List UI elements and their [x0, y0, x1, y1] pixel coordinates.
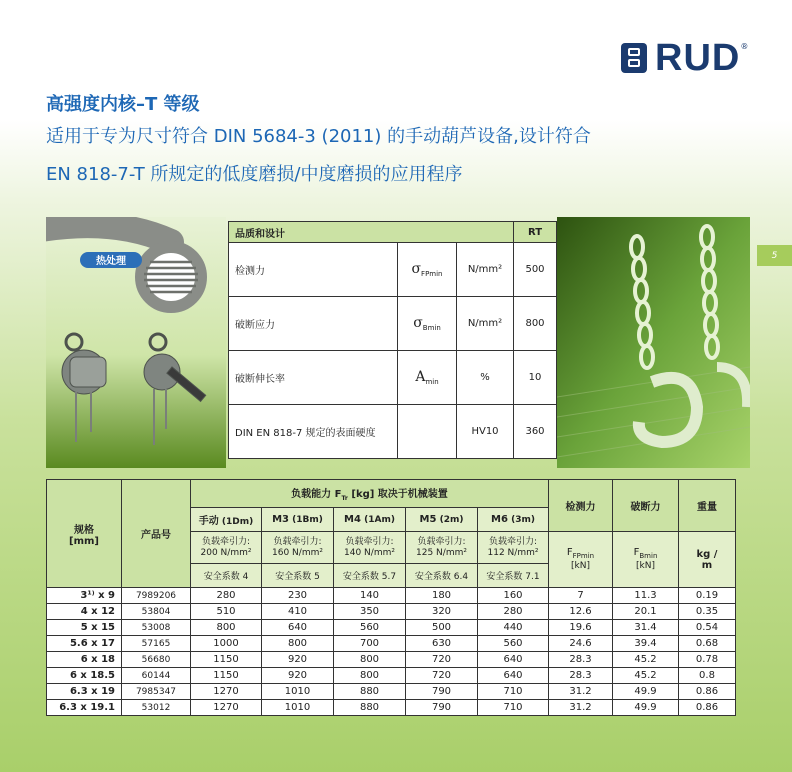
capacity-cell: 920: [262, 652, 334, 668]
capacity-cell: 800: [334, 652, 406, 668]
size-cell: 3¹⁾ x 9: [47, 588, 122, 604]
size-cell: 5 x 15: [47, 620, 122, 636]
heat-treatment-label: 热处理: [96, 256, 126, 267]
quality-row-label: 检测力: [229, 243, 398, 297]
load-stress: 负载牵引力: 112 N/mm²: [478, 532, 549, 564]
quality-row-unit: N/mm²: [457, 297, 514, 351]
capacity-cell: 160: [478, 588, 549, 604]
breaking-force-cell: 31.4: [613, 620, 679, 636]
quality-row: [229, 297, 557, 351]
capacity-cell: 440: [478, 620, 549, 636]
quality-row-label: 破断应力: [229, 297, 398, 351]
capacity-cell: 800: [191, 620, 262, 636]
capacity-cell: 700: [334, 636, 406, 652]
size-cell: 4 x 12: [47, 604, 122, 620]
weight-cell: 0.86: [679, 700, 736, 716]
capacity-cell: 350: [334, 604, 406, 620]
capacity-cell: 280: [478, 604, 549, 620]
size-cell: 6.3 x 19.1: [47, 700, 122, 716]
part-number-cell: 53012: [122, 700, 191, 716]
capacity-cell: 720: [406, 652, 478, 668]
capacity-cell: 1150: [191, 668, 262, 684]
capacity-cell: 180: [406, 588, 478, 604]
quality-row-symbol: $\sigma_{Bmin}$: [398, 297, 457, 351]
weight-header: 重量: [679, 480, 736, 532]
capacity-cell: 720: [406, 668, 478, 684]
registered-mark: ®: [740, 42, 749, 51]
table-row: [47, 604, 736, 620]
weight-cell: 0.86: [679, 684, 736, 700]
quality-row-unit: N/mm²: [457, 243, 514, 297]
table-row: [47, 636, 736, 652]
mechanism-name: M5 (2m): [406, 508, 478, 532]
quality-row-symbol: $\sigma_{FPmin}$: [398, 243, 457, 297]
page-number-tab: 5: [757, 245, 792, 266]
breaking-force-cell: 11.3: [613, 588, 679, 604]
table-row: [47, 652, 736, 668]
specs-table-body: [47, 588, 736, 716]
safety-factor: 安全系数 7.1: [478, 564, 549, 588]
part-number-cell: 60144: [122, 668, 191, 684]
capacity-cell: 510: [191, 604, 262, 620]
test-force-header: 检测力: [549, 480, 613, 532]
safety-factor: 安全系数 5.7: [334, 564, 406, 588]
mechanism-name: M4 (1Am): [334, 508, 406, 532]
breaking-force-unit: $F_{Bmin}$ [kN]: [613, 532, 679, 588]
capacity-cell: 1000: [191, 636, 262, 652]
capacity-cell: 140: [334, 588, 406, 604]
capacity-cell: 640: [262, 620, 334, 636]
breaking-force-cell: 45.2: [613, 652, 679, 668]
test-force-cell: 28.3: [549, 668, 613, 684]
capacity-cell: 280: [191, 588, 262, 604]
quality-row-symbol: $A_{min}$: [398, 351, 457, 405]
weight-cell: 0.68: [679, 636, 736, 652]
quality-row-value: 800: [514, 297, 557, 351]
capacity-cell: 1010: [262, 684, 334, 700]
capacity-cell: 1150: [191, 652, 262, 668]
quality-table: [228, 221, 557, 459]
test-force-cell: 28.3: [549, 652, 613, 668]
size-header: 规格 [mm]: [47, 480, 122, 588]
capacity-cell: 800: [262, 636, 334, 652]
capacity-cell: 640: [478, 652, 549, 668]
part-number-cell: 53804: [122, 604, 191, 620]
lifting-chain-photo: [557, 217, 750, 468]
part-number-cell: 56680: [122, 652, 191, 668]
quality-row: [229, 243, 557, 297]
quality-row-label: DIN EN 818-7 规定的表面硬度: [229, 405, 398, 459]
rud-logo-mark-icon: [621, 43, 647, 73]
test-force-unit: $F_{FPmin}$ [kN]: [549, 532, 613, 588]
capacity-cell: 320: [406, 604, 478, 620]
part-number-cell: 7985347: [122, 684, 191, 700]
logo-text: RUD: [655, 36, 741, 79]
capacity-cell: 790: [406, 700, 478, 716]
quality-row: [229, 351, 557, 405]
capacity-cell: 880: [334, 684, 406, 700]
capacity-cell: 1270: [191, 684, 262, 700]
capacity-cell: 560: [334, 620, 406, 636]
page-subtitle-line-2: EN 818-7-T 所规定的低度磨损/中度磨损的应用程序: [46, 164, 463, 185]
capacity-header: 负载能力 $F_{Tr}$ [kg] 取决于机械装置: [191, 480, 549, 508]
weight-cell: 0.54: [679, 620, 736, 636]
mechanism-name: M6 (3m): [478, 508, 549, 532]
table-row: [47, 700, 736, 716]
mechanism-name: 手动 (1Dm): [191, 508, 262, 532]
quality-row: [229, 405, 557, 459]
weight-cell: 0.19: [679, 588, 736, 604]
quality-row-label: 破断伸长率: [229, 351, 398, 405]
test-force-cell: 19.6: [549, 620, 613, 636]
quality-row-symbol: [398, 405, 457, 459]
quality-row-value: 500: [514, 243, 557, 297]
table-row: [47, 620, 736, 636]
capacity-cell: 630: [406, 636, 478, 652]
breaking-force-cell: 45.2: [613, 668, 679, 684]
quality-row-value: 10: [514, 351, 557, 405]
load-stress: 负载牵引力: 160 N/mm²: [262, 532, 334, 564]
safety-factor: 安全系数 4: [191, 564, 262, 588]
page-heading: 高强度内核–T 等级: [46, 94, 200, 115]
quality-row-unit: HV10: [457, 405, 514, 459]
load-stress: 负载牵引力: 140 N/mm²: [334, 532, 406, 564]
safety-factor: 安全系数 6.4: [406, 564, 478, 588]
capacity-cell: 920: [262, 668, 334, 684]
size-cell: 6 x 18.5: [47, 668, 122, 684]
capacity-cell: 560: [478, 636, 549, 652]
weight-cell: 0.35: [679, 604, 736, 620]
quality-row-value: 360: [514, 405, 557, 459]
capacity-cell: 800: [334, 668, 406, 684]
breaking-force-cell: 20.1: [613, 604, 679, 620]
load-stress: 负载牵引力: 125 N/mm²: [406, 532, 478, 564]
capacity-cell: 410: [262, 604, 334, 620]
breaking-force-cell: 39.4: [613, 636, 679, 652]
table-row: [47, 588, 736, 604]
test-force-cell: 24.6: [549, 636, 613, 652]
safety-factor: 安全系数 5: [262, 564, 334, 588]
specs-table: [46, 479, 736, 716]
breaking-force-cell: 49.9: [613, 684, 679, 700]
test-force-cell: 31.2: [549, 700, 613, 716]
part-number-cell: 57165: [122, 636, 191, 652]
chain-hook-illustration: [557, 217, 750, 468]
chain-cross-section-illustration: [46, 217, 226, 468]
rud-logo: [621, 36, 749, 79]
size-cell: 6.3 x 19: [47, 684, 122, 700]
mechanism-name: M3 (1Bm): [262, 508, 334, 532]
part-number-header: 产品号: [122, 480, 191, 588]
table-row: [47, 668, 736, 684]
weight-cell: 0.8: [679, 668, 736, 684]
capacity-cell: 710: [478, 684, 549, 700]
capacity-cell: 710: [478, 700, 549, 716]
capacity-cell: 1010: [262, 700, 334, 716]
chain-hoist-photo: [46, 217, 226, 468]
test-force-cell: 31.2: [549, 684, 613, 700]
load-stress: 负载牵引力: 200 N/mm²: [191, 532, 262, 564]
capacity-cell: 880: [334, 700, 406, 716]
test-force-cell: 12.6: [549, 604, 613, 620]
quality-header-value: RT: [514, 222, 557, 243]
part-number-cell: 53008: [122, 620, 191, 636]
test-force-cell: 7: [549, 588, 613, 604]
quality-header-label: 品质和设计: [229, 222, 514, 243]
weight-unit: kg / m: [679, 532, 736, 588]
capacity-cell: 1270: [191, 700, 262, 716]
table-row: [47, 684, 736, 700]
weight-cell: 0.78: [679, 652, 736, 668]
part-number-cell: 7989206: [122, 588, 191, 604]
page-subtitle-line-1: 适用于专为尺寸符合 DIN 5684-3 (2011) 的手动葫芦设备,设计符合: [46, 126, 591, 147]
breaking-force-header: 破断力: [613, 480, 679, 532]
capacity-cell: 790: [406, 684, 478, 700]
size-cell: 6 x 18: [47, 652, 122, 668]
breaking-force-cell: 49.9: [613, 700, 679, 716]
capacity-cell: 500: [406, 620, 478, 636]
capacity-cell: 640: [478, 668, 549, 684]
quality-row-unit: %: [457, 351, 514, 405]
capacity-cell: 230: [262, 588, 334, 604]
size-cell: 5.6 x 17: [47, 636, 122, 652]
